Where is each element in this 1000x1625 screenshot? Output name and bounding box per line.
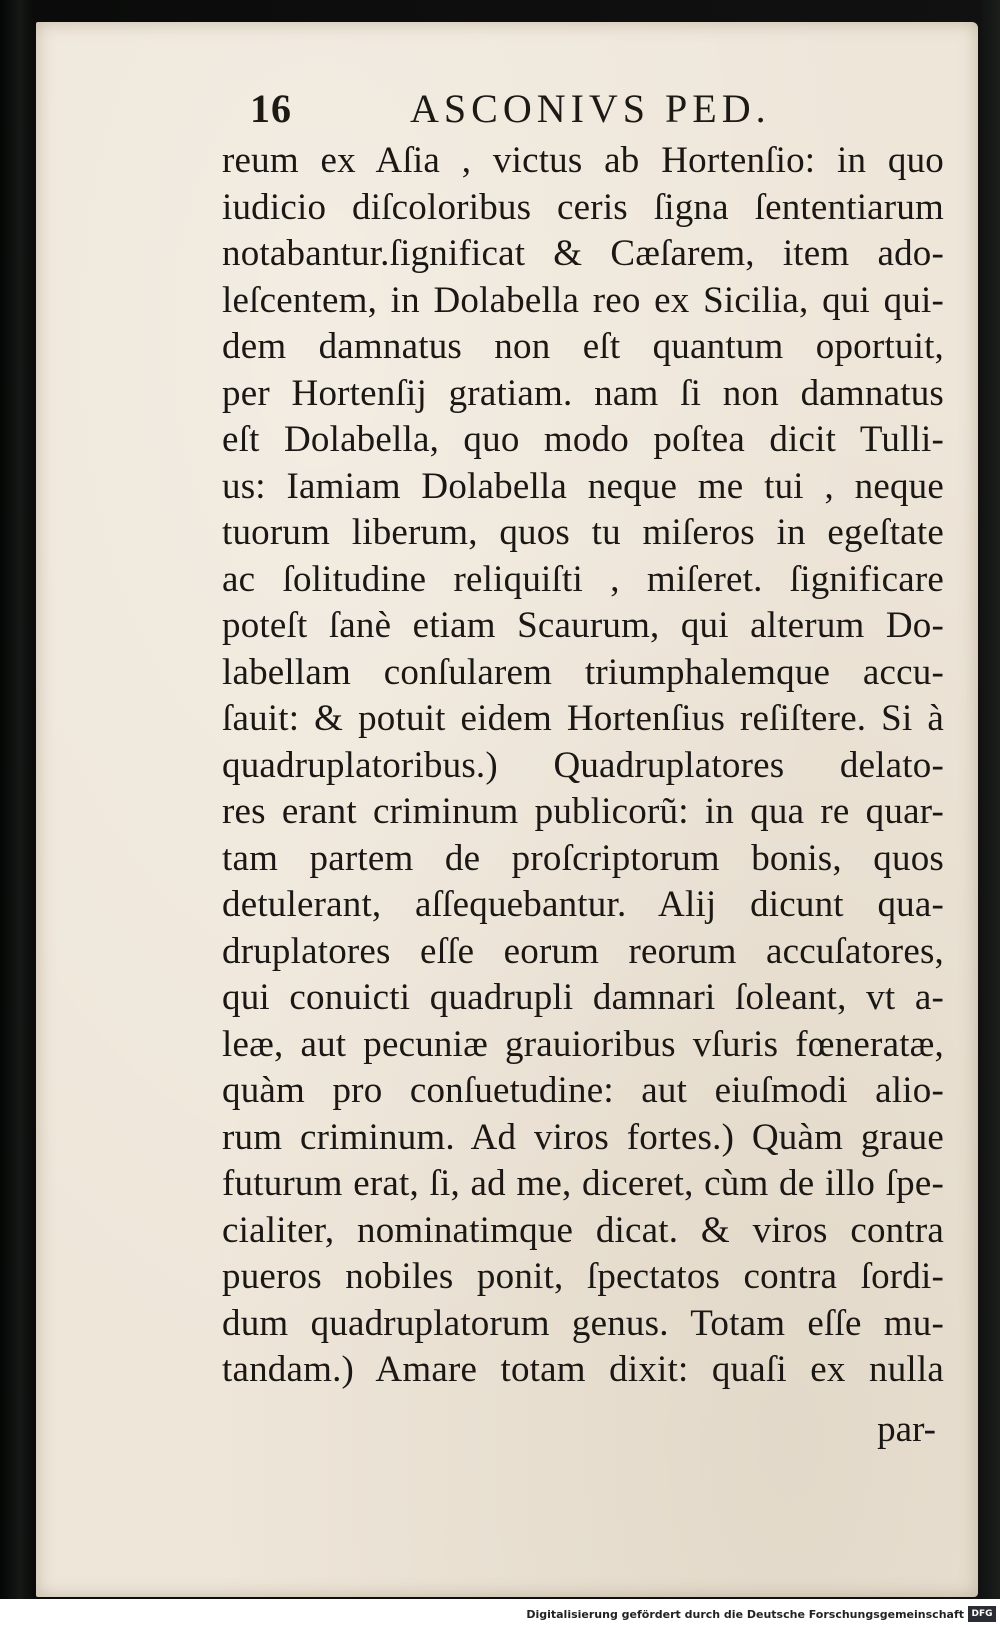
digitization-footer (0, 1599, 1000, 1625)
text-line: pueros nobiles ponit, ſpectatos contra ſordi- (222, 1256, 944, 1297)
text-line: rum criminum. Ad viros fortes.) Quàm graue (222, 1116, 944, 1158)
text-line: quadruplatoribus.) Quadruplatores delato- (222, 744, 944, 786)
text-line: futurum erat, ſi, ad me, diceret, cùm de illo ſpe- (222, 1163, 944, 1204)
text-line: per Hortenſij gratiam. nam ſi non damnatus (222, 372, 944, 414)
running-head: ASCONIVS PED. (410, 86, 771, 131)
text-line: iudicio diſcoloribus ceris ſigna ſententiarum (222, 186, 944, 228)
catchword: par- (877, 1409, 936, 1450)
text-line: us: Iamiam Dolabella neque me tui , neque (222, 465, 944, 507)
page-header (220, 85, 940, 135)
text-line: tuorum liberum, quos tu miſeros in egeſtate (222, 512, 944, 553)
dfg-logo-icon[interactable]: DFG (968, 1606, 996, 1622)
text-line: res erant criminum publicorũ: in qua re quar- (222, 791, 944, 832)
text-line: leſcentem, in Dolabella reo ex Sicilia, qui qui- (222, 279, 944, 321)
text-line: cialiter, nominatimque dicat. & viros contra (222, 1209, 944, 1251)
body-text (222, 138, 944, 1394)
funding-credit: Digitalisierung gefördert durch die Deutsche Forschungsgemeinschaft (526, 1608, 964, 1621)
text-line: tandam.) Amare totam dixit: quaſi ex nulla (222, 1349, 944, 1390)
text-line: notabantur.ſignificat & Cæſarem, item ado- (222, 233, 944, 274)
text-line: ac ſolitudine reliquiſti , miſeret. ſignificare (222, 558, 944, 600)
text-line: labellam conſularem triumphalemque accu- (222, 651, 944, 693)
page-number: 16 (250, 86, 292, 131)
text-line: dum quadruplatorum genus. Totam eſſe mu- (222, 1302, 944, 1344)
text-line: leæ, aut pecuniæ grauioribus vſuris fœneratæ, (222, 1023, 944, 1065)
text-line: poteſt ſanè etiam Scaurum, qui alterum Do- (222, 605, 944, 646)
text-line: reum ex Aſia , victus ab Hortenſio: in quo (222, 140, 944, 181)
text-line: eſt Dolabella, quo modo poſtea dicit Tulli- (222, 419, 944, 460)
text-line: quàm pro conſuetudine: aut eiuſmodi alio- (222, 1070, 944, 1111)
text-line: druplatores eſſe eorum reorum accuſatores, (222, 930, 944, 972)
text-line: dem damnatus non eſt quantum oportuit, (222, 326, 944, 367)
text-line: detulerant, aſſequebantur. Alij dicunt qua- (222, 884, 944, 925)
text-line: qui conuicti quadrupli damnari ſoleant, vt a- (222, 977, 944, 1018)
text-line: ſauit: & potuit eidem Hortenſius reſiſtere. Si à (222, 698, 944, 739)
text-line: tam partem de proſcriptorum bonis, quos (222, 837, 944, 879)
